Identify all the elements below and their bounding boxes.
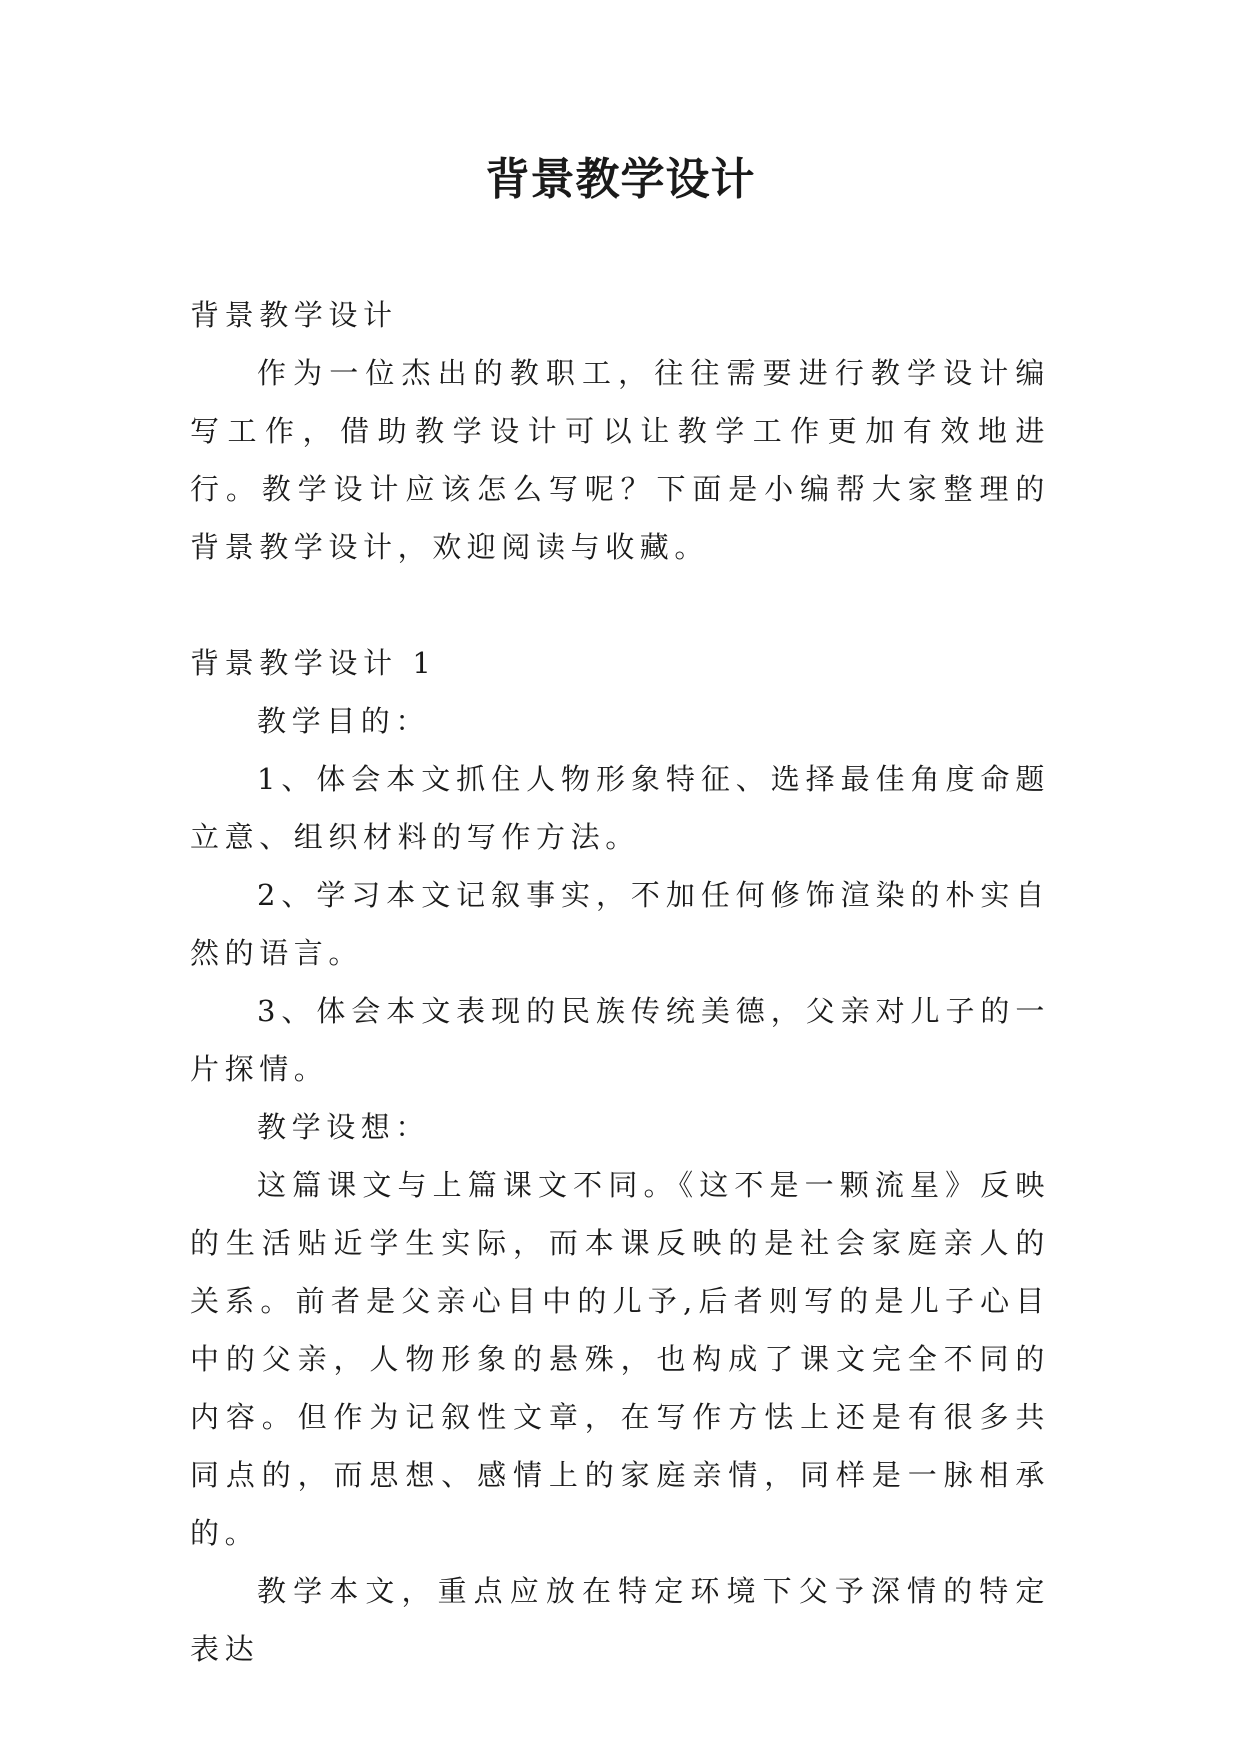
concept-heading: 教学设想：: [257, 1110, 431, 1144]
subtitle: 背景教学设计: [190, 298, 398, 332]
objective-item-3: 3、体会本文表现的民族传统美德，父亲对儿子的一片探情。: [190, 994, 1050, 1086]
objectives-heading: 教学目的：: [257, 704, 431, 738]
section-spacer: [190, 576, 1050, 634]
objective-item-2: 2、学习本文记叙事实，不加任何修饰渲染的朴实自然的语言。: [190, 878, 1050, 970]
teaching-focus-paragraph: 教学本文，重点应放在特定环境下父予深情的特定表达: [190, 1574, 1050, 1666]
intro-paragraph: 作为一位杰出的教职工，往往需要进行教学设计编写工作，借助教学设计可以让教学工作更加有效地进行。教学设计应该怎么写呢？下面是小编帮大家整理的背景教学设计，欢迎阅读与收藏。: [190, 356, 1050, 564]
objective-item-1: 1、体会本文抓住人物形象特征、选择最佳角度命题立意、组织材料的写作方法。: [190, 762, 1050, 854]
concept-paragraph: 这篇课文与上篇课文不同。《这不是一颗流星》反映的生活贴近学生实际，而本课反映的是社会家庭亲人的关系。前者是父亲心目中的儿予,后者则写的是儿子心目中的父亲，人物形象的悬殊，也构成了课文完全不同的内容。但作为记叙性文章，在写作方怯上还是有很多共同点的，而思想、感情上的家庭亲情，同样是一脉相承的。: [190, 1168, 1050, 1550]
document-title: 背景教学设计: [485, 154, 756, 205]
document-body: [190, 286, 1050, 1678]
section-title: 背景教学设计 1: [190, 646, 437, 680]
